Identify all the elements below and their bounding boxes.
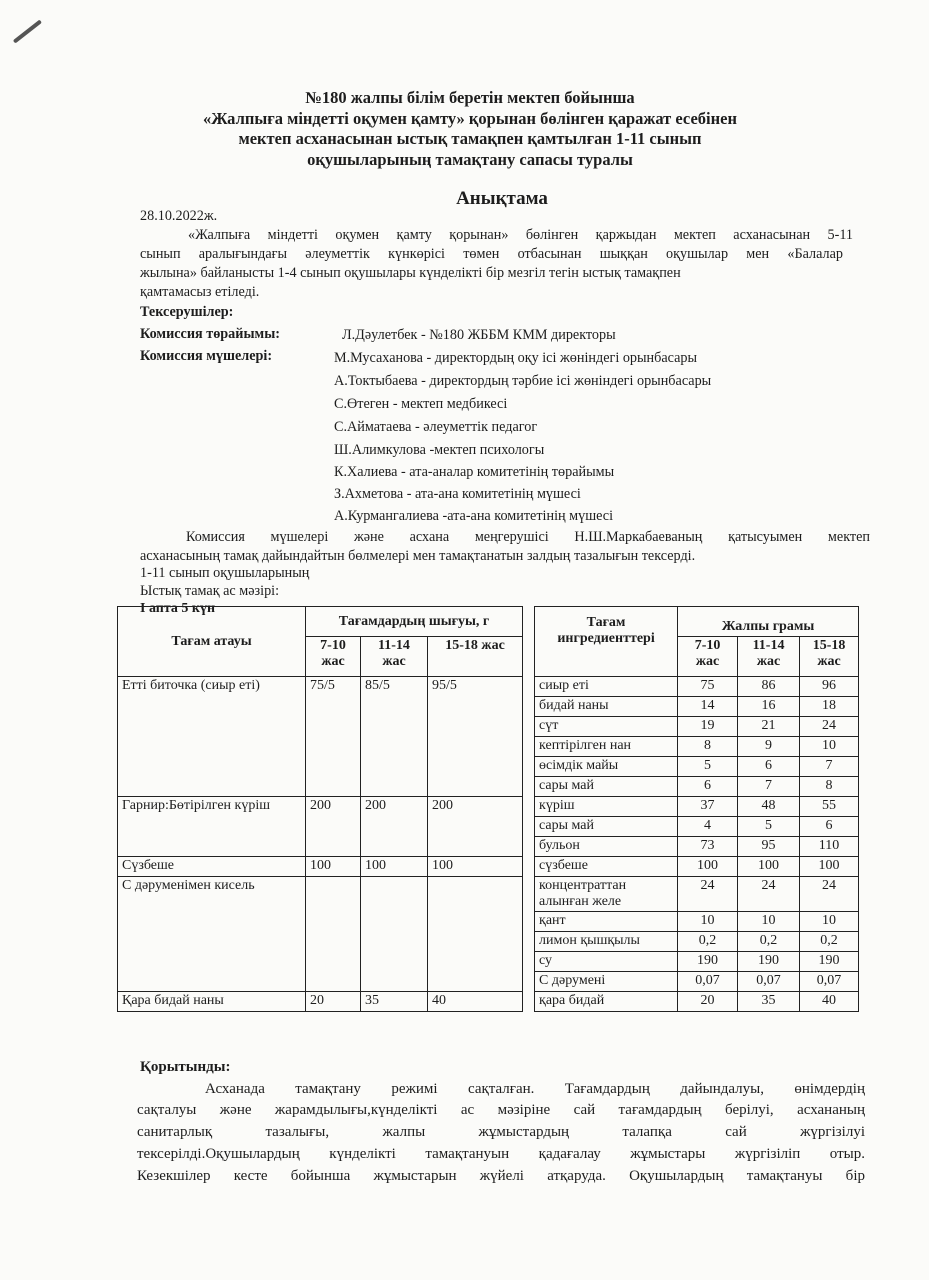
ingredient-grams: 8: [800, 777, 859, 797]
table-row: [118, 677, 859, 697]
conclusion-line: тексерілді.Оқушылардың күнделікті тамақтануын қадағалау жұмыстары жүргізіліп отыр.: [137, 1146, 865, 1162]
pen-mark: [13, 19, 42, 43]
dish-name: Етті биточка (сиыр еті): [118, 677, 306, 797]
ingredient-grams: 20: [678, 992, 738, 1012]
ingredient-name: кептірілген нан: [535, 737, 678, 757]
dish-yield: 100: [361, 857, 428, 877]
dish-name: С дәруменімен кисель: [118, 877, 306, 992]
week-label: I апта 5 күн: [140, 601, 216, 616]
ingredient-grams: 14: [678, 697, 738, 717]
title-line: оқушыларының тамақтану сапасы туралы: [307, 149, 633, 169]
ingredient-name: сары май: [535, 817, 678, 837]
ingredient-name: концентраттан алынған желе: [535, 877, 678, 912]
header-yield: Тағамдардың шығуы, г: [306, 607, 523, 637]
ingredient-name: күріш: [535, 797, 678, 817]
ingredient-grams: 9: [738, 737, 800, 757]
ingredient-grams: 86: [738, 677, 800, 697]
intro-line: жылына» байланысты 1-4 сынып оқушылары күнделікті бір мезгіл тегін ыстық тамақпен: [140, 265, 681, 281]
ingredient-grams: 6: [678, 777, 738, 797]
check-line: асханасының тамақ дайындайтын бөлмелері мен тамақтанатын залдың тазалығын тексерді.: [140, 548, 696, 564]
member-item: Ш.Алимкулова -мектеп психологы: [334, 442, 545, 458]
header-total: Жалпы грамы: [678, 607, 859, 637]
dish-yield: 100: [306, 857, 361, 877]
ingredient-grams: 16: [738, 697, 800, 717]
intro-line: «Жалпыға міндетті оқумен қамту қорынан» бөлінген қаржыдан мектеп асханасынан 5-11: [188, 227, 853, 243]
ingredient-grams: 21: [738, 717, 800, 737]
dish-yield: [306, 877, 361, 992]
ingredient-grams: 24: [800, 877, 859, 912]
ingredient-grams: 0,07: [738, 972, 800, 992]
ingredient-grams: 19: [678, 717, 738, 737]
member-item: К.Халиева - ата-аналар комитетінің төрайымы: [334, 464, 615, 480]
ingredient-name: сары май: [535, 777, 678, 797]
ingredient-grams: 24: [800, 717, 859, 737]
ingredient-grams: 8: [678, 737, 738, 757]
table-row: [118, 797, 859, 817]
table-row: [118, 992, 859, 1012]
document-title: [120, 88, 820, 170]
table-row: [118, 877, 859, 912]
member-item: А.Токтыбаева - директордың тәрбие ісі жөніндегі орынбасары: [334, 373, 712, 389]
member-item: С.Айматаева - әлеуметтік педагог: [334, 419, 538, 435]
ingredient-grams: 100: [738, 857, 800, 877]
ingredient-grams: 0,2: [738, 932, 800, 952]
header-age: 15-18 жас: [428, 637, 523, 677]
chair-label: Комиссия төрайымы:: [140, 326, 280, 342]
header-dish: Тағам атауы: [118, 607, 306, 677]
ingredient-grams: 35: [738, 992, 800, 1012]
dish-yield: 40: [428, 992, 523, 1012]
ingredient-grams: 18: [800, 697, 859, 717]
ingredient-grams: 6: [738, 757, 800, 777]
dish-yield: [361, 877, 428, 992]
members-label: Комиссия мүшелері:: [140, 348, 273, 364]
ingredient-grams: 48: [738, 797, 800, 817]
ingredient-grams: 5: [678, 757, 738, 777]
ingredient-grams: 190: [678, 952, 738, 972]
ingredient-name: сүт: [535, 717, 678, 737]
dish-name: Гарнир:Бөтірілген күріш: [118, 797, 306, 857]
dish-yield: 200: [361, 797, 428, 857]
member-item: А.Курмангалиева -ата-ана комитетінің мүшесі: [334, 508, 614, 524]
member-item: М.Мусаханова - директордың оқу ісі жөніндегі орынбасары: [334, 350, 698, 366]
ingredient-grams: 4: [678, 817, 738, 837]
ingredient-name: С дәрумені: [535, 972, 678, 992]
ingredient-grams: 10: [800, 737, 859, 757]
chair-name: Л.Дәулетбек - №180 ЖББМ КММ директоры: [342, 327, 616, 343]
ingredient-grams: 0,2: [800, 932, 859, 952]
dish-yield: 200: [428, 797, 523, 857]
header-age: 7-10 жас: [678, 637, 738, 677]
inspectors-label: Тексерушілер:: [140, 304, 234, 320]
header-ingredients: Тағам ингредиенттері: [535, 607, 678, 677]
ingredient-grams: 40: [800, 992, 859, 1012]
ingredient-grams: 75: [678, 677, 738, 697]
header-age: 11-14 жас: [738, 637, 800, 677]
dish-yield: 75/5: [306, 677, 361, 797]
ingredient-grams: 10: [678, 912, 738, 932]
ingredient-name: өсімдік майы: [535, 757, 678, 777]
dish-yield: [428, 877, 523, 992]
menu-label: Ыстық тамақ ас мәзірі:: [140, 583, 280, 599]
header-age: 11-14 жас: [361, 637, 428, 677]
ingredient-grams: 55: [800, 797, 859, 817]
header-age: 7-10 жас: [306, 637, 361, 677]
ingredient-grams: 7: [800, 757, 859, 777]
dish-yield: 20: [306, 992, 361, 1012]
conclusion-line: Асханада тамақтану режимі сақталған. Тағамдардың дайындалуы, өнімдердің: [205, 1081, 865, 1097]
ingredient-grams: 100: [678, 857, 738, 877]
header-age: 15-18 жас: [800, 637, 859, 677]
menu-table-body: [118, 677, 859, 1012]
check-line: Комиссия мүшелері және асхана меңгерушісі Н.Ш.Маркабаеваның қатысуымен мектеп: [186, 529, 870, 545]
ingredient-name: лимон қышқылы: [535, 932, 678, 952]
ingredient-grams: 0,07: [678, 972, 738, 992]
ingredient-name: сиыр еті: [535, 677, 678, 697]
ingredient-grams: 10: [800, 912, 859, 932]
ingredient-grams: 24: [678, 877, 738, 912]
ingredient-name: бульон: [535, 837, 678, 857]
document-heading: Анықтама: [456, 188, 548, 209]
conclusion-line: санитарлық тазалығы, жалпы жұмыстардың талапқа сай жүргізілуі: [137, 1124, 865, 1140]
ingredient-grams: 37: [678, 797, 738, 817]
conclusion-line: сақталуы және жарамдылығы,күнделікті ас мәзіріне сай тағамдардың берілуі, асхананың: [137, 1102, 865, 1118]
title-line: мектеп асханасынан ыстық тамақпен қамтылған 1-11 сынып: [238, 129, 702, 148]
ingredient-name: бидай наны: [535, 697, 678, 717]
dish-yield: 35: [361, 992, 428, 1012]
ingredient-name: қара бидай: [535, 992, 678, 1012]
ingredient-grams: 95: [738, 837, 800, 857]
ingredient-grams: 24: [738, 877, 800, 912]
ingredient-name: су: [535, 952, 678, 972]
member-item: З.Ахметова - ата-ана комитетінің мүшесі: [334, 486, 581, 502]
ingredient-grams: 6: [800, 817, 859, 837]
ingredient-grams: 7: [738, 777, 800, 797]
dish-yield: 200: [306, 797, 361, 857]
class-range: 1-11 сынып оқушыларының: [140, 565, 310, 581]
intro-line: сынып аралығындағы әлеуметтік күнкөрісі төмен отбасынан шыққан оқушылар мен «Балалар: [140, 246, 843, 262]
ingredient-grams: 0,07: [800, 972, 859, 992]
dish-name: Қара бидай наны: [118, 992, 306, 1012]
dish-yield: 95/5: [428, 677, 523, 797]
conclusion-label: Қорытынды:: [140, 1059, 231, 1075]
dish-yield: 85/5: [361, 677, 428, 797]
ingredient-grams: 10: [738, 912, 800, 932]
intro-line: қамтамасыз етіледі.: [140, 284, 260, 300]
ingredient-name: сүзбеше: [535, 857, 678, 877]
conclusion-line: Кезекшілер кесте бойынша жұмыстарын жүйелі атқаруда. Оқушылардың тамақтануы бір: [137, 1168, 865, 1184]
ingredient-grams: 96: [800, 677, 859, 697]
document-date: 28.10.2022ж.: [140, 208, 218, 224]
ingredient-grams: 100: [800, 857, 859, 877]
ingredient-grams: 0,2: [678, 932, 738, 952]
ingredient-grams: 190: [738, 952, 800, 972]
title-line: №180 жалпы білім беретін мектеп бойынша: [305, 88, 635, 107]
dish-yield: 100: [428, 857, 523, 877]
ingredient-name: қант: [535, 912, 678, 932]
title-line: «Жалпыға міндетті оқумен қамту» қорынан бөлінген қаражат есебінен: [203, 108, 737, 128]
table-row: [118, 857, 859, 877]
ingredient-grams: 110: [800, 837, 859, 857]
dish-name: Сүзбеше: [118, 857, 306, 877]
member-item: С.Өтеген - мектеп медбикесі: [334, 396, 508, 412]
menu-table: [117, 606, 859, 1012]
ingredient-grams: 5: [738, 817, 800, 837]
ingredient-grams: 190: [800, 952, 859, 972]
ingredient-grams: 73: [678, 837, 738, 857]
